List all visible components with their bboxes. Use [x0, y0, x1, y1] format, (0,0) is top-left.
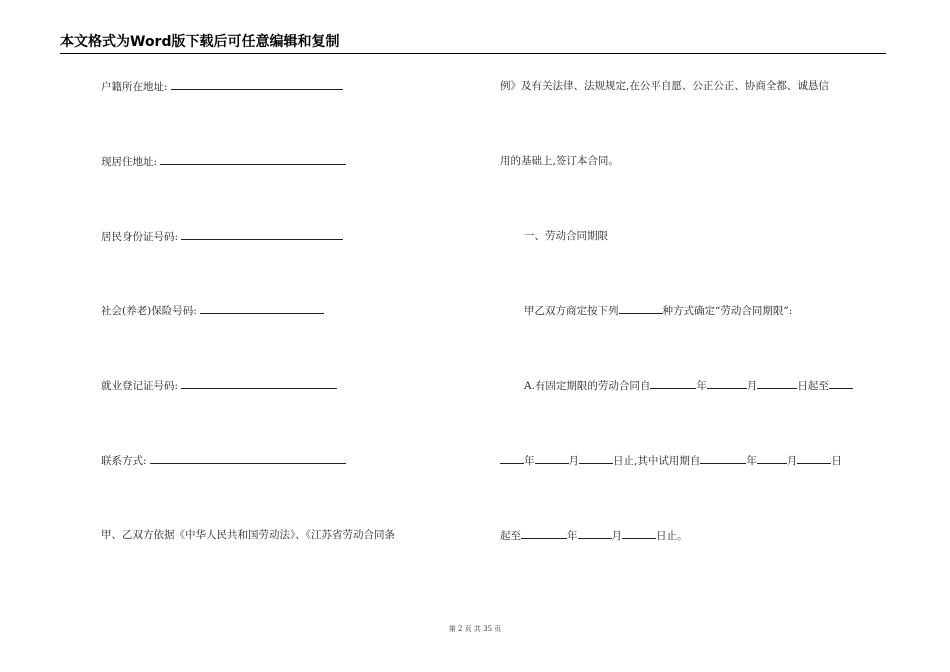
id-number-line	[101, 229, 343, 244]
employment-number-blank	[181, 378, 337, 389]
year-label: 年	[567, 530, 578, 542]
basis-paragraph-cont-1: 例》及有关法律、法规规定,在公平自愿、公正公正、协商全都、诚恳信	[500, 80, 829, 92]
start-year-blank	[650, 378, 696, 389]
month-label: 月	[746, 380, 758, 392]
end-year-blank-part	[829, 378, 853, 389]
term-method-line	[524, 303, 792, 318]
probation-end-year-blank	[521, 528, 567, 539]
month-label: 月	[611, 530, 622, 542]
year-label: 年	[696, 380, 707, 392]
fixed-term-line-2	[500, 453, 842, 468]
start-day-blank	[757, 378, 797, 389]
header-title: 本文格式为Word版下载后可任意编辑和复制	[60, 34, 340, 50]
contact-line	[101, 453, 346, 468]
insurance-number-label: 社会(养老)保险号码:	[101, 305, 197, 317]
month-label: 月	[568, 455, 579, 467]
day-label: 日	[831, 455, 842, 467]
end-month-blank	[535, 453, 569, 464]
employment-number-line	[101, 378, 337, 393]
start-month-blank	[707, 378, 747, 389]
term-method-blank	[619, 303, 663, 314]
footer-suffix: 页	[494, 625, 502, 633]
day-from-label: 日起至	[797, 380, 829, 392]
hukou-address-blank	[171, 79, 343, 90]
qizhi-label: 起至	[500, 530, 521, 542]
year-label: 年	[746, 455, 757, 467]
footer-prefix: 第	[448, 625, 456, 633]
fixed-term-line	[524, 378, 853, 393]
contact-blank	[150, 453, 346, 464]
id-number-label: 居民身份证号码:	[101, 231, 179, 243]
end-day-blank	[579, 453, 613, 464]
month-label: 月	[786, 455, 798, 467]
page-header	[60, 34, 886, 54]
probation-end-line	[500, 528, 688, 543]
contact-label: 联系方式:	[101, 455, 147, 467]
probation-end-day-blank	[622, 528, 656, 539]
probation-text: 日止,其中试用期自	[613, 455, 701, 467]
insurance-number-line	[101, 303, 324, 318]
insurance-number-blank	[200, 303, 324, 314]
employment-number-label: 就业登记证号码:	[101, 380, 179, 392]
day-stop-label: 日止。	[656, 530, 688, 542]
year-label: 年	[524, 455, 535, 467]
footer-mid: 页 共	[464, 625, 481, 633]
basis-paragraph-cont-2: 用的基础上,签订本合同。	[500, 155, 619, 167]
fixed-term-text: A.有固定期限的劳动合同自	[524, 380, 651, 392]
residence-address-blank	[160, 154, 346, 165]
footer-page-number: 2	[457, 625, 463, 633]
end-year-blank	[500, 453, 524, 464]
probation-day-blank	[797, 453, 831, 464]
basis-paragraph-start: 甲、乙双方依据《中华人民共和国劳动法》、《江苏省劳动合同条	[101, 529, 395, 541]
section-1-title: 一、劳动合同期限	[524, 230, 608, 242]
residence-address-line	[101, 154, 346, 169]
probation-year-blank	[700, 453, 746, 464]
page-footer	[0, 624, 950, 634]
residence-address-label: 现居住地址:	[101, 156, 158, 168]
probation-month-blank	[757, 453, 787, 464]
hukou-address-line	[101, 79, 343, 94]
hukou-address-label: 户籍所在地址:	[101, 81, 168, 93]
term-method-text-b: 种方式确定“劳动合同期限”:	[662, 305, 793, 317]
id-number-blank	[181, 229, 343, 240]
probation-end-month-blank	[578, 528, 612, 539]
footer-total-pages: 35	[483, 625, 493, 633]
term-method-text-a: 甲乙双方商定按下列	[524, 305, 619, 317]
